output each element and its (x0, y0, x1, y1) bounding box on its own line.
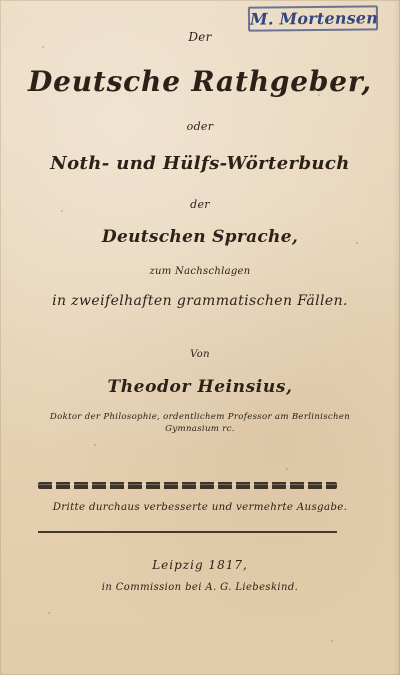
paper-speck (48, 612, 50, 614)
title-der: Der (188, 30, 212, 44)
subtitle: Noth- und Hülfs-Wörterbuch (50, 153, 350, 174)
ornamental-rule-bottom (38, 531, 337, 533)
title-in-zweifelhaften: in zweifelhaften grammatischen Fällen. (52, 293, 348, 309)
author-name: Theodor Heinsius, (107, 377, 293, 397)
author-description-line-2: Gymnasium rc. (165, 424, 235, 434)
paper-speck (331, 640, 333, 642)
author-description-line-1: Doktor der Philosophie, ordentlichem Professor am Berlinischen (49, 412, 351, 422)
edition-note: Dritte durchaus verbesserte und vermehrte Ausgabe. (52, 501, 348, 513)
title-oder: oder (186, 120, 214, 133)
ornamental-rule-top (38, 482, 337, 489)
imprint-place-year: Leipzig 1817, (152, 558, 248, 572)
imprint-commission: in Commission bei A. G. Liebeskind. (101, 582, 299, 593)
owner-stamp: M. Mortensen (248, 5, 378, 31)
title-zum-nachschlagen: zum Nachschlagen (149, 266, 251, 277)
paper-speck (286, 468, 288, 470)
title-sprache: Deutschen Sprache, (101, 227, 299, 247)
author-von: Von (190, 349, 210, 360)
main-title: Deutsche Rathgeber, (28, 65, 372, 98)
paper-speck (94, 444, 96, 446)
page-edge-shadow (393, 0, 400, 675)
title-der-2: der (190, 198, 210, 211)
paper-speck (42, 46, 44, 48)
